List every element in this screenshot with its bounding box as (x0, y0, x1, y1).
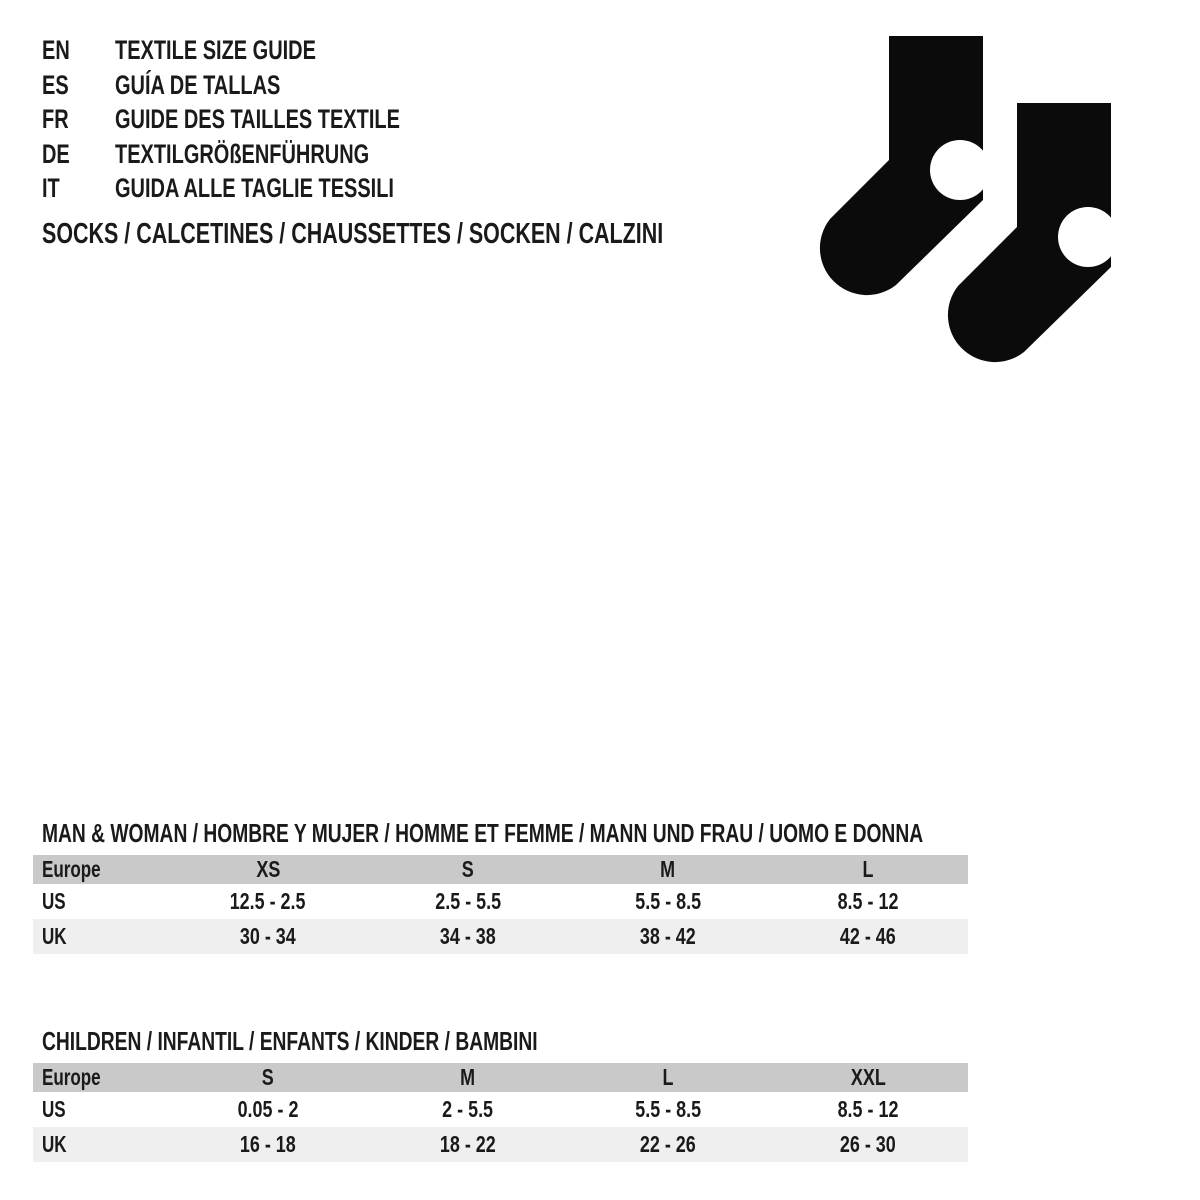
size-cell-text: 42 - 46 (840, 923, 896, 949)
language-row (42, 171, 500, 206)
language-title: GUIDE DES TAILLES TEXTILE (115, 104, 400, 134)
size-cell (368, 919, 568, 954)
table-title-text: CHILDREN / INFANTIL / ENFANTS / KINDER / BAMBINI (42, 1026, 538, 1056)
table-row (33, 919, 968, 954)
size-cell-text: 8.5 - 12 (837, 1096, 899, 1122)
table-row (33, 1092, 968, 1127)
socks-icon (810, 20, 1130, 380)
language-title: GUÍA DE TALLAS (115, 69, 281, 100)
size-cell-text: 5.5 - 8.5 (635, 1096, 701, 1122)
row-label-text: UK (42, 923, 67, 949)
size-cell (368, 884, 568, 919)
size-cell (168, 919, 368, 954)
table-title-text: MAN & WOMAN / HOMBRE Y MUJER / HOMME ET FEMME / MANN UND FRAU / UOMO E DONNA (42, 818, 924, 848)
size-cell-text: 0.05 - 2 (237, 1096, 299, 1122)
size-cell (568, 884, 768, 919)
size-cell-text: 12.5 - 2.5 (230, 888, 306, 914)
table-header-row (33, 855, 968, 884)
column-header-size (168, 1063, 368, 1092)
size-cell (368, 1127, 568, 1162)
size-table-children (33, 1063, 968, 1162)
language-code: EN (42, 35, 70, 65)
column-header-size (568, 855, 768, 884)
language-row (42, 33, 500, 68)
size-cell-text: 22 - 26 (640, 1131, 696, 1157)
size-cell-text: 5.5 - 8.5 (635, 888, 701, 914)
size-cell-text: 26 - 30 (840, 1131, 896, 1157)
language-row (42, 137, 500, 172)
table-title-children (42, 1027, 712, 1055)
table-row (33, 1127, 968, 1162)
size-cell (768, 1092, 968, 1127)
language-title-list (42, 33, 500, 206)
language-code: FR (42, 104, 69, 134)
column-header-text: Europe (42, 856, 101, 882)
size-cell-text: 30 - 34 (240, 923, 296, 949)
category-line (42, 218, 881, 250)
size-table-man-woman (33, 855, 968, 954)
column-header-text: Europe (42, 1064, 101, 1090)
column-header-text: M (460, 1064, 476, 1090)
row-label (33, 884, 168, 919)
language-title: TEXTILGRÖßENFÜHRUNG (115, 138, 370, 169)
column-header-size (768, 855, 968, 884)
size-cell (168, 884, 368, 919)
size-cell-text: 2 - 5.5 (442, 1096, 494, 1122)
size-cell (568, 1127, 768, 1162)
sock-left (820, 36, 990, 295)
language-row (42, 68, 500, 103)
size-cell-text: 16 - 18 (240, 1131, 296, 1157)
column-header-text: M (660, 856, 676, 882)
size-cell (568, 1092, 768, 1127)
column-header-text: XXL (850, 1064, 886, 1090)
column-header-size (568, 1063, 768, 1092)
sock-heel-cutout (930, 140, 990, 200)
row-label-text: UK (42, 1131, 67, 1157)
column-header-text: L (862, 856, 874, 882)
row-label-text: US (42, 1096, 66, 1122)
language-code: ES (42, 69, 69, 100)
size-cell-text: 8.5 - 12 (837, 888, 899, 914)
size-cell (768, 1127, 968, 1162)
language-code: IT (42, 173, 60, 203)
column-header-region (33, 855, 168, 884)
size-cell (768, 919, 968, 954)
size-cell (168, 1092, 368, 1127)
size-cell-text: 2.5 - 5.5 (435, 888, 501, 914)
column-header-text: XS (256, 856, 280, 882)
table-header-row (33, 1063, 968, 1092)
size-cell-text: 18 - 22 (440, 1131, 496, 1157)
row-label-text: US (42, 888, 66, 914)
language-row (42, 102, 500, 137)
language-code: DE (42, 138, 70, 169)
column-header-text: L (662, 1064, 674, 1090)
size-cell-text: 34 - 38 (440, 923, 496, 949)
size-cell (368, 1092, 568, 1127)
column-header-size (368, 855, 568, 884)
category-line-text: SOCKS / CALCETINES / CHAUSSETTES / SOCKEN / CALZINI (42, 218, 664, 250)
size-cell (768, 884, 968, 919)
row-label (33, 1127, 168, 1162)
column-header-size (168, 855, 368, 884)
sock-heel-cutout (1058, 207, 1118, 267)
column-header-size (368, 1063, 568, 1092)
column-header-text: S (462, 856, 474, 882)
column-header-text: S (262, 1064, 274, 1090)
table-row (33, 884, 968, 919)
table-title-man-woman (42, 819, 1200, 847)
size-cell (168, 1127, 368, 1162)
column-header-size (768, 1063, 968, 1092)
language-title: TEXTILE SIZE GUIDE (115, 35, 316, 65)
row-label (33, 1092, 168, 1127)
row-label (33, 919, 168, 954)
size-cell-text: 38 - 42 (640, 923, 696, 949)
language-title: GUIDA ALLE TAGLIE TESSILI (115, 173, 394, 203)
size-cell (568, 919, 768, 954)
column-header-region (33, 1063, 168, 1092)
